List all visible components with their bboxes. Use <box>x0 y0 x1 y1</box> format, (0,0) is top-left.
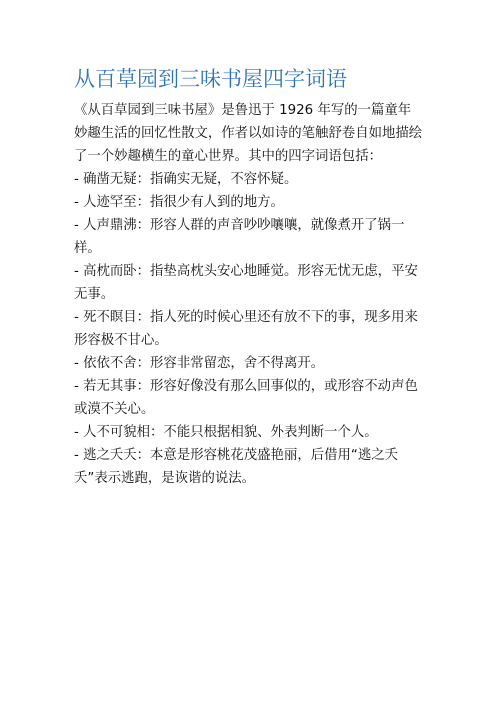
term-item-1: - 确凿无疑：指确实无疑，不容怀疑。 <box>74 172 298 187</box>
intro-paragraph: 《从百草园到三味书屋》是鲁迅于 1926 年写的一篇童年妙趣生活的回忆性散文，作者以如诗的笔触舒卷自如地描绘了一个妙趣横生的童心世界。其中的四字词语包括： <box>74 103 423 164</box>
term-item-3: - 人声鼎沸：形容人群的声音吵吵嚷嚷，就像煮开了锅一样。 <box>74 218 405 256</box>
term-item-7: - 若无其事：形容好像没有那么回事似的，或形容不动声色或漠不关心。 <box>74 379 418 417</box>
term-item-4: - 高枕而卧：指垫高枕头安心地睡觉。形容无忧无虑，平安无事。 <box>74 264 418 302</box>
document-body <box>74 99 424 490</box>
term-item-2: - 人迹罕至：指很少有人到的地方。 <box>74 195 284 210</box>
term-list <box>74 168 424 490</box>
term-item-8: - 人不可貌相：不能只根据相貌、外表判断一个人。 <box>74 425 378 440</box>
term-item-5: - 死不瞑目：指人死的时候心里还有放不下的事，现多用来形容极不甘心。 <box>74 310 418 348</box>
page-title: 从百草园到三味书屋四字词语 <box>74 67 347 91</box>
term-item-9: - 逃之夭夭：本意是形容桃花茂盛艳丽，后借用“逃之夭夭”表示逃跑，是诙谐的说法。 <box>74 448 399 486</box>
term-item-6: - 依依不舍：形容非常留恋，舍不得离开。 <box>74 356 325 371</box>
